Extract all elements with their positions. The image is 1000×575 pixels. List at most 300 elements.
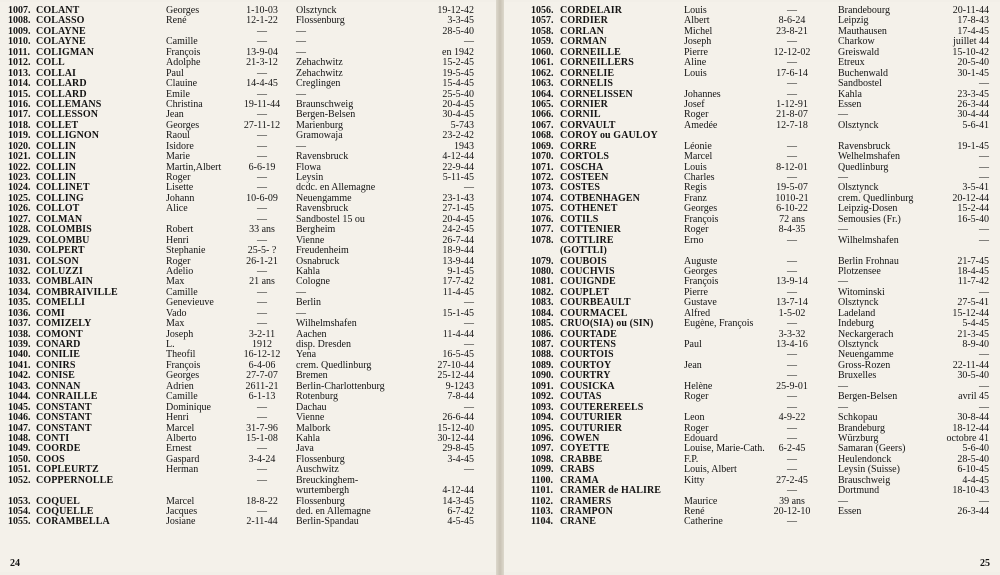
entry-number: 1068.	[531, 130, 554, 142]
entry-number: 1016.	[8, 98, 31, 110]
surname: CRABS	[560, 464, 595, 476]
place: Osnabruck	[296, 255, 340, 267]
place: disp. Dresden	[296, 339, 351, 350]
death-date: 30-12-44	[437, 432, 474, 444]
place: Brauschweig	[838, 474, 891, 486]
given-name: Jean	[684, 359, 702, 371]
place: Semousies (Fr.)	[838, 213, 901, 225]
place: Bruxelles	[838, 370, 877, 382]
given-name: Vado	[166, 307, 187, 319]
surname: COSCHA	[560, 161, 604, 173]
given-name: Georges	[166, 370, 200, 382]
entry-number: 1074.	[531, 192, 554, 204]
place: Freudenheim	[296, 245, 349, 257]
surname: CORRE	[560, 140, 597, 152]
surname: COLLIN	[36, 161, 77, 173]
death-date: octobre 41	[946, 432, 989, 444]
surname: CONIRS	[36, 359, 76, 371]
given-name: Aline	[684, 57, 707, 69]
given-name: René	[684, 506, 705, 517]
birth-date: 1-5-02	[778, 307, 806, 319]
given-name: Albert	[684, 15, 710, 27]
place: Auschwitz	[296, 464, 339, 476]
surname: COLL	[36, 57, 65, 69]
place: Welhelmshafen	[838, 151, 900, 163]
birth-date: 12-1-22	[246, 15, 278, 27]
surname: COLLESSON	[36, 109, 99, 121]
death-date: 13-9-44	[442, 255, 474, 267]
birth-date: 8-4-35	[778, 224, 806, 236]
death-date: 26-7-44	[442, 234, 474, 246]
given-name: Emile	[166, 88, 190, 100]
place: Berlin-Charlottenburg	[296, 380, 385, 392]
entry-number: 1020.	[8, 140, 31, 152]
place: Vienne	[296, 412, 325, 424]
birth-date: 6-2-45	[778, 443, 806, 455]
place: Indeburg	[838, 318, 874, 330]
given-name: Franz	[684, 192, 707, 204]
given-name: Camille	[166, 36, 198, 48]
entry-number: 1083.	[531, 297, 554, 309]
surname: COURMACEL	[560, 307, 628, 319]
entry-number: 1056.	[531, 5, 554, 16]
given-name: Joseph	[684, 36, 712, 48]
surname: CORNEILLERS	[560, 57, 634, 69]
entry-number: 1059.	[531, 36, 554, 48]
entry-number: 1067.	[531, 119, 554, 131]
birth-date: 6-4-06	[248, 359, 276, 371]
death-date: 17-4-45	[957, 25, 989, 37]
surname: COYETTE	[560, 443, 610, 455]
place: Bergen-Belsen	[838, 391, 898, 403]
surname: COUIGNDE	[560, 276, 616, 288]
surname: CORNEILLE	[560, 46, 621, 58]
death-date: 15-4-45	[442, 78, 474, 90]
surname: CRAMERS	[560, 495, 612, 507]
given-name: Josef	[684, 98, 705, 110]
surname: CRUO(SIA) ou (SIN)	[560, 318, 654, 330]
entry-number: 1029.	[8, 234, 31, 246]
given-name: Georges	[684, 203, 718, 215]
place: wurtembergh	[296, 485, 350, 497]
death-date: 7-8-44	[447, 391, 474, 403]
given-name: F.P.	[684, 453, 699, 465]
place: Yena	[296, 349, 317, 361]
place: Bergheim	[296, 224, 336, 236]
place: Berlin-Spandau	[296, 516, 359, 528]
entry-number: 1085.	[531, 318, 554, 330]
entry-number: 1036.	[8, 307, 31, 319]
birth-date: 33 ans	[249, 224, 275, 236]
birth-date: 12-7-18	[776, 119, 808, 131]
entry-number: 1070.	[531, 151, 554, 163]
death-date: 17-8-43	[957, 15, 989, 27]
entry-number: 1088.	[531, 349, 554, 361]
death-date: 6-7-42	[447, 506, 474, 517]
surname: CONRAILLE	[36, 391, 98, 403]
surname: COLLAI	[36, 67, 77, 79]
entry-row	[0, 246, 496, 256]
given-name: François	[684, 276, 719, 288]
death-date: 3-3-45	[447, 15, 474, 27]
surname: COPPERNOLLE	[36, 474, 114, 486]
birth-date: —	[787, 464, 797, 476]
entry-number: 1100.	[531, 474, 553, 486]
place: Berlin	[296, 297, 321, 309]
place: Essen	[838, 98, 862, 110]
birth-date: —	[257, 88, 267, 100]
surname: COSTES	[560, 182, 601, 194]
surname: COURTOY	[560, 359, 612, 371]
surname: COLANT	[36, 5, 80, 16]
given-name: Christina	[166, 98, 203, 110]
surname: CORMAN	[560, 36, 607, 48]
death-date: 29-8-45	[442, 443, 474, 455]
death-date: 9-1-45	[447, 265, 474, 277]
place: Aachen	[296, 328, 327, 340]
given-name: Maurice	[684, 495, 718, 507]
given-name: Marcel	[684, 151, 713, 163]
surname: COMIZELY	[36, 318, 92, 330]
death-date: 11-7-42	[957, 276, 989, 288]
given-name: Auguste	[684, 255, 718, 267]
death-date: 27-5-41	[957, 297, 989, 309]
death-date: —	[979, 495, 989, 507]
page-number: 25	[980, 558, 990, 569]
surname: CORNELIS	[560, 78, 614, 90]
birth-date: —	[257, 286, 267, 298]
given-name: Adrien	[166, 380, 194, 392]
death-date: 30-4-44	[957, 109, 989, 121]
given-name: Adelio	[166, 265, 194, 277]
given-name: Adolphe	[166, 57, 201, 69]
surname: CRANE	[560, 516, 597, 528]
entry-number: 1040.	[8, 349, 31, 361]
entry-number: 1022.	[8, 161, 31, 173]
surname: COLUZZI	[36, 265, 83, 277]
death-date: 26-3-44	[957, 98, 989, 110]
birth-date: —	[787, 36, 797, 48]
surname: COLPERT	[36, 245, 85, 257]
entry-number: 1097.	[531, 443, 554, 455]
place: Plotzensee	[838, 265, 881, 277]
surname: COLLING	[36, 192, 84, 204]
birth-date: —	[257, 443, 267, 455]
birth-date: 13-4-16	[776, 339, 808, 350]
surname: CONSTANT	[36, 412, 92, 424]
birth-date: —	[787, 140, 797, 152]
given-name: Jean	[166, 109, 184, 121]
birth-date: —	[787, 234, 797, 246]
place: Zehachwitz	[296, 67, 343, 79]
death-date: 4-12-44	[442, 151, 474, 163]
surname: COTILS	[560, 213, 599, 225]
birth-date: —	[257, 172, 267, 183]
surname: COSTEEN	[560, 172, 609, 183]
place: Schkopau	[838, 412, 878, 424]
birth-date: —	[257, 140, 267, 152]
surname: COLLARD	[36, 88, 87, 100]
entry-number: 1055.	[8, 516, 31, 528]
entry-number: 1048.	[8, 432, 31, 444]
place: —	[296, 88, 306, 100]
given-name: Genevieuve	[166, 297, 214, 309]
entry-number: 1072.	[531, 172, 554, 183]
birth-date: —	[787, 391, 797, 403]
surname: COURTOIS	[560, 349, 614, 361]
death-date: 21-7-45	[957, 255, 989, 267]
surname: CONTI	[36, 432, 70, 444]
death-date: —	[979, 401, 989, 413]
birth-date: 3-2-11	[248, 328, 276, 340]
given-name: Theofil	[166, 349, 196, 361]
entry-number: 1017.	[8, 109, 31, 121]
place: —	[838, 276, 848, 288]
given-name: Clauine	[166, 78, 198, 90]
place: —	[838, 380, 848, 392]
given-name: Alice	[166, 203, 188, 215]
surname: COLAYNE	[36, 36, 86, 48]
death-date: 8-9-40	[962, 339, 989, 350]
surname: CORAMBELLA	[36, 516, 110, 528]
birth-date: —	[787, 370, 797, 382]
death-date: 30-8-44	[957, 412, 989, 424]
birth-date: 12-12-02	[773, 46, 811, 58]
given-name: Joseph	[166, 328, 194, 340]
surname: COTBENHAGEN	[560, 192, 641, 204]
birth-date: 2611-21	[245, 380, 279, 392]
surname: COQUELLE	[36, 506, 94, 517]
given-name: Camille	[166, 391, 198, 403]
given-name: Louis	[684, 67, 707, 79]
birth-date: 13-7-14	[776, 297, 808, 309]
death-date: 16-5-40	[957, 213, 989, 225]
entry-row	[504, 79, 1000, 89]
surname: COUPLET	[560, 286, 610, 298]
given-name: Robert	[166, 224, 194, 236]
birth-date: 26-1-21	[246, 255, 278, 267]
birth-date: 3-3-32	[778, 328, 806, 340]
surname: COLOMBIS	[36, 224, 92, 236]
death-date: —	[979, 286, 989, 298]
given-name: Jacques	[166, 506, 198, 517]
given-name: Gaspard	[166, 453, 200, 465]
given-name: Marcel	[166, 422, 195, 434]
place: Malbork	[296, 422, 331, 434]
death-date: 4-4-45	[962, 474, 989, 486]
place: Flossenburg	[296, 495, 345, 507]
birth-date: 21 ans	[249, 276, 275, 288]
entry-number: 1069.	[531, 140, 554, 152]
birth-date: 15-1-08	[246, 432, 278, 444]
surname: COLASSO	[36, 15, 85, 27]
death-date: —	[979, 151, 989, 163]
given-name: Gustave	[684, 297, 717, 309]
birth-date: —	[257, 412, 267, 424]
place: Leysin (Suisse)	[838, 464, 900, 476]
birth-date: 16-12-12	[243, 349, 281, 361]
birth-date: —	[787, 57, 797, 69]
entry-row	[0, 486, 496, 496]
place: Leysin	[296, 172, 324, 183]
entry-number: 1071.	[531, 161, 554, 173]
birth-date: —	[787, 78, 797, 90]
entry-number: 1052.	[8, 474, 31, 486]
entry-row	[0, 152, 496, 162]
entry-number: 1012.	[8, 57, 31, 69]
place: Dachau	[296, 401, 327, 413]
given-name: Herman	[166, 464, 199, 476]
entry-number: 1090.	[531, 370, 554, 382]
page-number: 24	[10, 558, 20, 569]
surname: COUTURIER	[560, 412, 623, 424]
surname: COLLEMANS	[36, 98, 102, 110]
entry-row	[0, 298, 496, 308]
given-name: Max	[166, 276, 185, 288]
surname: CORDELAIR	[560, 5, 623, 16]
death-date: 26-6-44	[442, 412, 474, 424]
surname: COMI	[36, 307, 65, 319]
place: —	[838, 109, 848, 121]
place: Neuengamme	[296, 192, 352, 204]
surname: (GOTTLI)	[560, 245, 607, 257]
place: dcdc. en Allemagne	[296, 182, 376, 194]
place: Ravensbruck	[838, 140, 891, 152]
entry-number: 1099.	[531, 464, 554, 476]
entry-number: 1028.	[8, 224, 31, 236]
place: Breuckinghem-	[296, 474, 359, 486]
birth-date: 23-8-21	[776, 25, 808, 37]
place: Marienburg	[296, 119, 344, 131]
birth-date: 25-9-01	[776, 380, 808, 392]
place: Wilhelmshafen	[838, 234, 899, 246]
birth-date: —	[257, 130, 267, 142]
death-date: avril 45	[958, 391, 989, 403]
given-name: Catherine	[684, 516, 723, 528]
entry-number: 1098.	[531, 453, 554, 465]
place: Java	[296, 443, 314, 455]
surname: CRAMPON	[560, 506, 613, 517]
birth-date: —	[787, 453, 797, 465]
given-name: Paul	[684, 339, 702, 350]
place: Olsztynck	[838, 297, 879, 309]
birth-date: —	[787, 516, 797, 528]
given-name: Roger	[684, 422, 709, 434]
birth-date: 6-1-13	[248, 391, 276, 403]
entry-number: 1034.	[8, 286, 31, 298]
death-date: 6-10-45	[957, 464, 989, 476]
death-date: 5-11-45	[442, 172, 474, 183]
entry-number: 1084.	[531, 307, 554, 319]
surname: COLLET	[36, 119, 79, 131]
entry-number: 1096.	[531, 432, 554, 444]
death-date: —	[979, 78, 989, 90]
death-date: 5-6-41	[962, 119, 989, 131]
death-date: 30-5-40	[957, 370, 989, 382]
entry-number: 1079.	[531, 255, 554, 267]
entry-row	[0, 79, 496, 89]
entry-number: 1086.	[531, 328, 554, 340]
death-date: —	[979, 161, 989, 173]
entry-number: 1064.	[531, 88, 554, 100]
surname: COUBOIS	[560, 255, 607, 267]
surname: CONSTANT	[36, 422, 92, 434]
entry-number: 1103.	[531, 506, 553, 517]
given-name: Georges	[166, 119, 200, 131]
surname: CORNIL	[560, 109, 601, 121]
entry-number: 1065.	[531, 98, 554, 110]
surname: COURTENS	[560, 339, 617, 350]
surname: COTHENET	[560, 203, 618, 215]
place: Neuengamme	[838, 349, 894, 361]
surname: COTTLIRE	[560, 234, 614, 246]
entry-number: 1027.	[8, 213, 31, 225]
birth-date: 8-6-24	[778, 15, 806, 27]
death-date: 20-5-40	[957, 57, 989, 69]
given-name: Georges	[684, 265, 718, 277]
entry-number: 1032.	[8, 265, 31, 277]
entry-number: 1045.	[8, 401, 31, 413]
given-name: Michel	[684, 25, 713, 37]
place: Flossenburg	[296, 453, 345, 465]
death-date: —	[464, 182, 474, 194]
birth-date: 8-12-01	[776, 161, 808, 173]
place: Kahla	[296, 265, 320, 277]
death-date: 3-4-45	[447, 453, 474, 465]
death-date: en 1942	[442, 46, 474, 58]
surname: CRAMER de HALIRE	[560, 485, 662, 497]
entry-number: 1102.	[531, 495, 553, 507]
given-name: Josiane	[166, 516, 196, 528]
given-name: René	[166, 15, 187, 27]
surname: COLLINET	[36, 182, 90, 194]
given-name: Léonie	[684, 140, 712, 152]
surname: COMBLAIN	[36, 276, 93, 288]
birth-date: 1912	[252, 339, 272, 350]
surname: CRAMA	[560, 474, 599, 486]
place: Neckargerach	[838, 328, 894, 340]
given-name: Eugène, François	[684, 318, 754, 330]
surname: COROY ou GAULOY	[560, 130, 658, 142]
given-name: Johann	[166, 192, 195, 204]
death-date: —	[464, 297, 474, 309]
place: Wilhelmshafen	[296, 318, 357, 330]
entry-row	[504, 152, 1000, 162]
entry-number: 1023.	[8, 172, 31, 183]
birth-date: —	[787, 349, 797, 361]
birth-date: —	[257, 109, 267, 121]
entry-number: 1019.	[8, 130, 31, 142]
birth-date: —	[257, 151, 267, 163]
birth-date: 27-2-45	[776, 474, 808, 486]
birth-date: —	[787, 172, 797, 183]
death-date: 15-2-45	[442, 57, 474, 69]
place: —	[296, 46, 306, 58]
entry-number: 1054.	[8, 506, 31, 517]
entry-number: 1058.	[531, 25, 554, 37]
given-name: Martin,Albert	[166, 161, 222, 173]
place: Leipzig	[838, 15, 869, 27]
entry-row	[504, 319, 1000, 329]
birth-date: —	[257, 401, 267, 413]
death-date: —	[979, 349, 989, 361]
place: Olsztynck	[296, 5, 337, 16]
surname: CORTOLS	[560, 151, 610, 163]
place: —	[296, 286, 306, 298]
place: —	[296, 25, 306, 37]
surname: COUTEREREELS	[560, 401, 644, 413]
birth-date: 17-6-14	[776, 67, 808, 79]
